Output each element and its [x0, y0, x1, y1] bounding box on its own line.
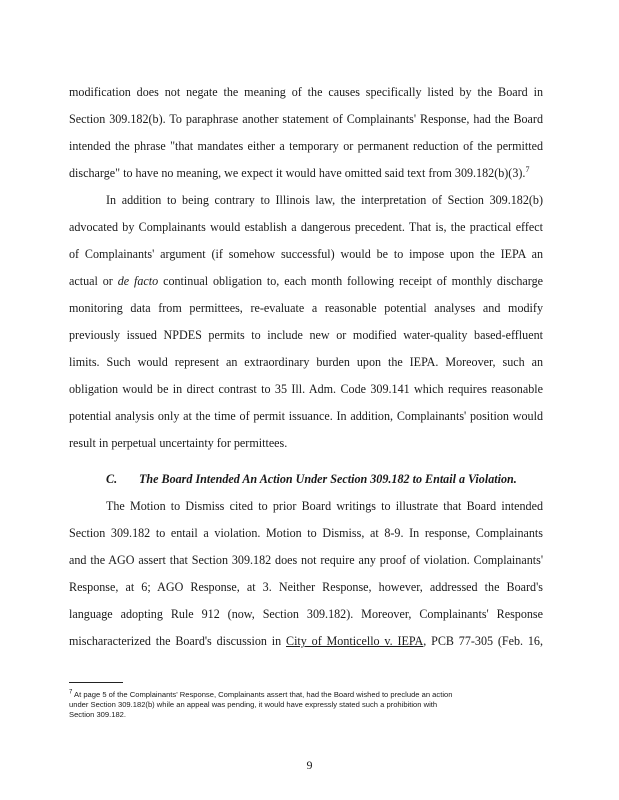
footnote-line [69, 690, 543, 700]
body-line: and the AGO assert that Section 309.182 does not require any proof of violation. Complainants' [69, 553, 543, 567]
body-line: modification does not negate the meaning of the causes specifically listed by the Board in [69, 85, 543, 99]
body-text: , PCB 77-305 (Feb. 16, [423, 634, 543, 648]
body-line [69, 166, 543, 180]
body-line: Section 309.182 to entail a violation. Motion to Dismiss, at 8-9. In response, Complainants [69, 526, 543, 540]
body-line [69, 274, 543, 288]
body-text: mischaracterized the Board's discussion in [69, 634, 286, 648]
body-line: previously issued NPDES permits to include new or modified water-quality based-effluent [69, 328, 543, 342]
body-line: of Complainants' argument (if somehow successful) would be to impose upon the IEPA an [69, 247, 543, 261]
section-title: The Board Intended An Action Under Section 309.182 to Entail a Violation. [139, 472, 517, 486]
footnote-mark: 7 [69, 689, 73, 696]
body-text: continual obligation to, each month following receipt of monthly discharge [158, 274, 543, 288]
body-line: obligation would be in direct contrast to 35 Ill. Adm. Code 309.141 which requires reasonable [69, 382, 543, 396]
body-line: Section 309.182(b). To paraphrase another statement of Complainants' Response, had the Board [69, 112, 543, 126]
footnote-line: Section 309.182. [69, 710, 126, 719]
section-heading [106, 472, 517, 486]
page-number: 9 [306, 758, 313, 772]
body-line: advocated by Complainants would establish a dangerous precedent. That is, the practical effect [69, 220, 543, 234]
footnote-line: under Section 309.182(b) while an appeal was pending, it would have expressly stated such a prohibition with [69, 700, 438, 709]
footnote-divider [69, 682, 123, 683]
body-line [69, 634, 543, 648]
body-line: Response, at 6; AGO Response, at 3. Neither Response, however, addressed the Board's [69, 580, 543, 594]
footnote-reference: 7 [525, 164, 530, 174]
body-line: intended the phrase "that mandates either a temporary or permanent reduction of the permitted [69, 139, 543, 153]
body-line: limits. Such would represent an extraordinary burden upon the IEPA. Moreover, such an [69, 355, 543, 369]
body-line: monitoring data from permittees, re-evaluate a reasonable potential analyses and modify [69, 301, 543, 315]
body-line: result in perpetual uncertainty for permittees. [69, 436, 288, 450]
italic-term: de facto [117, 274, 159, 288]
footnote-text: At page 5 of the Complainants' Response, Complainants assert that, had the Board wished to preclude an action [72, 690, 453, 699]
body-line: In addition to being contrary to Illinois law, the interpretation of Section 309.182(b) [106, 193, 543, 207]
case-citation: City of Monticello v. IEPA [286, 634, 424, 648]
section-label: C. [106, 472, 118, 486]
body-line: language adopting Rule 912 (now, Section 309.182). Moreover, Complainants' Response [69, 607, 543, 621]
body-line: The Motion to Dismiss cited to prior Board writings to illustrate that Board intended [106, 499, 543, 513]
body-line: potential analysis only at the time of permit issuance. In addition, Complainants' position would [69, 409, 543, 423]
body-text: actual or [69, 274, 118, 288]
body-text: discharge" to have no meaning, we expect it would have omitted said text from 309.182(b)(3). [69, 166, 526, 180]
